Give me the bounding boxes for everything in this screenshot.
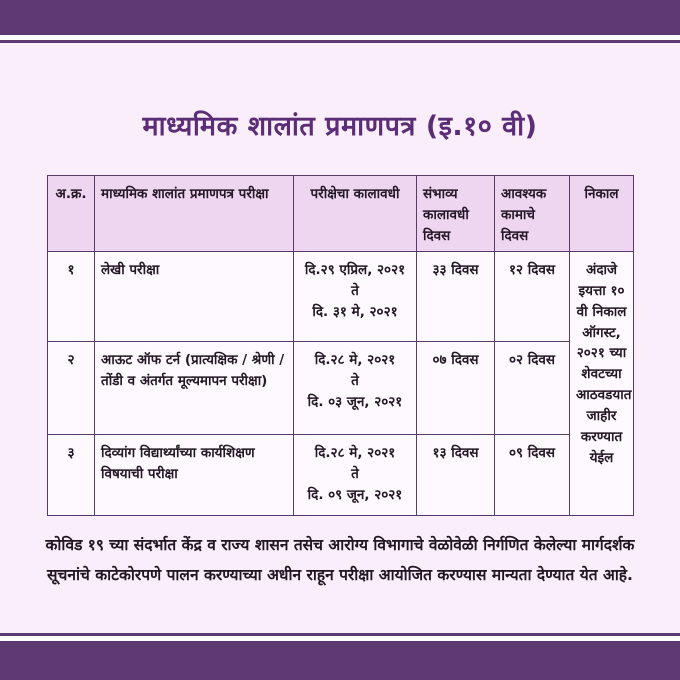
- header-probable-days: संभाव्य कालावधी दिवस: [417, 176, 495, 252]
- table-header-row: [48, 176, 634, 252]
- page-title: माध्यमिक शालांत प्रमाणपत्र (इ.१० वी): [142, 111, 538, 142]
- cell-sr-no: २: [48, 341, 95, 434]
- header-sr-no: अ.क्र.: [48, 176, 95, 252]
- table-row: [48, 434, 634, 515]
- period-from: दि.२८ मे, २०२१: [314, 351, 396, 368]
- cell-exam: आऊट ऑफ टर्न (प्रात्यक्षिक / श्रेणी / तोंडी व अंतर्गत मूल्यमापन परीक्षा): [95, 341, 294, 434]
- table-row: [48, 251, 634, 341]
- top-border-band: [0, 0, 680, 35]
- footer-note: कोविड १९ च्या संदर्भात केंद्र व राज्य शासन तसेच आरोग्य विभागाचे वेळोवेळी निर्गणित केलेल्या मार्गदर्शक सूचनांचे काटेकोरपणे पालन करण्याच्या अधीन राहून परीक्षा आयोजित करण्यास मान्यता देण्यात येत आहे.: [45, 536, 635, 585]
- period-to: दि. ३१ मे, २०२१: [312, 303, 398, 320]
- cell-exam: लेखी परीक्षा: [95, 251, 294, 341]
- cell-result-note: अंदाजे इयत्ता १० वी निकाल ऑगस्ट, २०२१ च्या शेवटच्या आठवडयात जाहीर करण्यात येईल: [570, 251, 634, 515]
- cell-probable-days: १३ दिवस: [417, 434, 495, 515]
- top-border-line: [0, 40, 680, 43]
- cell-exam: दिव्यांग विद्यार्थ्यांच्या कार्यशिक्षण विषयाची परीक्षा: [95, 434, 294, 515]
- cell-period: [294, 341, 417, 434]
- header-period: परीक्षेचा कालावधी: [294, 176, 417, 252]
- cell-required-days: १२ दिवस: [495, 251, 570, 341]
- period-to: दि. ०३ जून, २०२१: [307, 393, 403, 410]
- bottom-border-band: [0, 641, 680, 680]
- period-connector: ते: [351, 282, 359, 299]
- cell-sr-no: ३: [48, 434, 95, 515]
- period-to: दि. ०९ जून, २०२१: [307, 486, 403, 503]
- period-connector: ते: [351, 372, 359, 389]
- exam-schedule-table: [47, 175, 634, 516]
- cell-probable-days: ०७ दिवस: [417, 341, 495, 434]
- period-connector: ते: [351, 465, 359, 482]
- cell-required-days: ०२ दिवस: [495, 341, 570, 434]
- cell-period: [294, 434, 417, 515]
- header-exam: माध्यमिक शालांत प्रमाणपत्र परीक्षा: [95, 176, 294, 252]
- cell-sr-no: १: [48, 251, 95, 341]
- cell-probable-days: ३३ दिवस: [417, 251, 495, 341]
- cell-period: [294, 251, 417, 341]
- header-required-days: आवश्यक कामाचे दिवस: [495, 176, 570, 252]
- period-from: दि.२९ एप्रिल, २०२१: [304, 261, 406, 278]
- table-row: [48, 341, 634, 434]
- period-from: दि.२८ मे, २०२१: [314, 444, 396, 461]
- header-result: निकाल: [570, 176, 634, 252]
- cell-required-days: ०९ दिवस: [495, 434, 570, 515]
